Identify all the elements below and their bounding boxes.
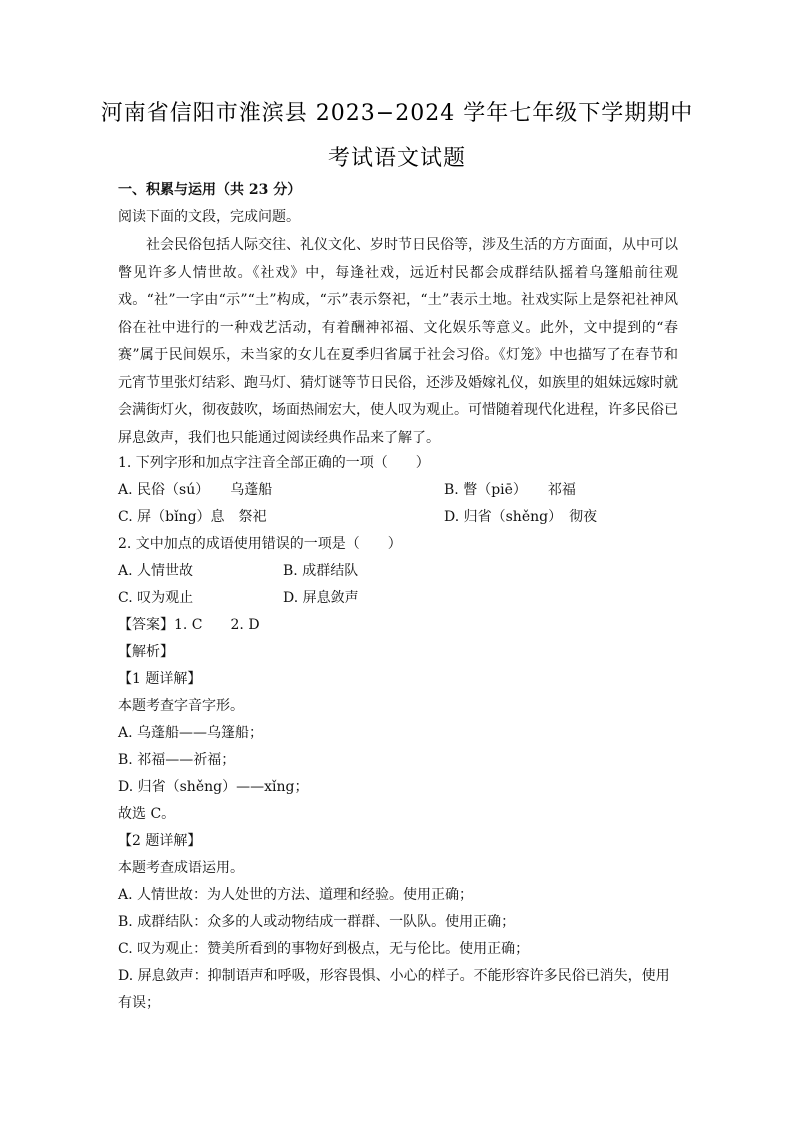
q1-option-b: B. 瞥（piē） 祁福 xyxy=(444,482,576,498)
q1-option-c: C. 屏（bǐng）息 祭祀 xyxy=(118,509,267,525)
detail-1-line: D. 归省（shěng）——xǐng； xyxy=(118,779,309,795)
title-line-2: 考试语文试题 xyxy=(327,146,466,171)
analysis-label: 【解析】 xyxy=(118,644,174,660)
detail-2-line: A. 人情世故：为人处世的方法、道理和经验。使用正确； xyxy=(118,887,474,903)
q2-option-a: A. 人情世故 xyxy=(118,563,194,579)
answer-line: 【答案】1. C 2. D xyxy=(118,617,260,633)
q2-option-b: B. 成群结队 xyxy=(283,563,359,579)
detail-2-label: 【2 题详解】 xyxy=(118,833,202,849)
detail-2-line: C. 叹为观止：赞美所看到的事物好到极点，无与伦比。使用正确； xyxy=(118,941,530,957)
detail-2-line: 有误； xyxy=(118,995,160,1011)
detail-2-line: B. 成群结队：众多的人或动物结成一群群、一队队。使用正确； xyxy=(118,914,516,930)
section-heading: 一、积累与运用（共 23 分） xyxy=(118,182,302,198)
detail-1-line: A. 乌蓬船——乌篷船； xyxy=(118,725,264,741)
detail-2-line: D. 屏息敛声：抑制语声和呼吸，形容畏惧、小心的样子。不能形容许多民俗已消失，使用 xyxy=(118,968,670,984)
reading-passage: 社会民俗包括人际交往、礼仪文化、岁时节日民俗等，涉及生活的方方面面，从中可以瞥见许多人情世故。《社戏》中，每逢社戏，远近村民都会成群结队摇着乌篷船前往观戏。“社”一字由“示”“土”构成，“示”表示祭祀，“土”表示土地。社戏实际上是祭祀社神风俗在社中进行的一种戏艺活动，有着酬神祁福、文化娱乐等意义。此外，文中提到的“春赛”属于民间娱乐，未当家的女儿在夏季归省属于社会习俗。《灯笼》中也描写了在春节和元宵节里张灯结彩、跑马灯、猜灯谜等节日民俗，还涉及婚嫁礼仪，如族里的姐妹远嫁时就会满街灯火，彻夜鼓吹，场面热闹宏大，使人叹为观止。可惜随着现代化进程，许多民俗已屏息敛声，我们也只能通过阅读经典作品来了解了。 xyxy=(118,237,678,446)
detail-1-line: B. 祁福——祈福； xyxy=(118,752,236,768)
instruction-text: 阅读下面的文段，完成问题。 xyxy=(118,209,300,225)
detail-2-line: 本题考查成语运用。 xyxy=(118,860,244,876)
detail-1-line: 故选 C。 xyxy=(118,806,176,822)
q2-option-d: D. 屏息敛声 xyxy=(283,590,359,606)
detail-1-line: 本题考查字音字形。 xyxy=(118,698,244,714)
question-2-stem: 2. 文中加点的成语使用错误的一项是（ ） xyxy=(118,536,402,552)
detail-1-label: 【1 题详解】 xyxy=(118,671,202,687)
q2-option-c: C. 叹为观止 xyxy=(118,590,194,606)
q1-option-d: D. 归省（shěng） 彻夜 xyxy=(444,509,598,525)
title-line-1: 河南省信阳市淮滨县 2023−2024 学年七年级下学期期中 xyxy=(100,101,694,126)
q1-option-a: A. 民俗（sú） 乌蓬船 xyxy=(118,482,273,498)
question-1-stem: 1. 下列字形和加点字注音全部正确的一项（ ） xyxy=(118,455,430,471)
